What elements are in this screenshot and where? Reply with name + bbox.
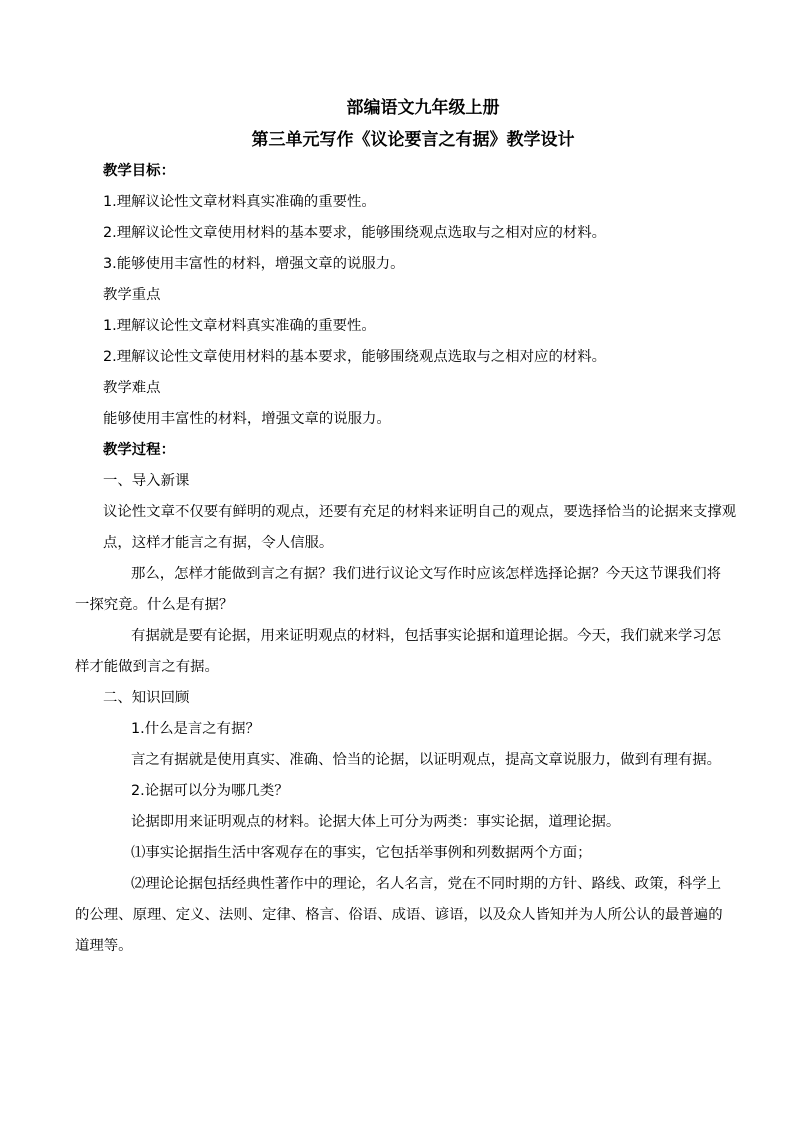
process-heading: 教学过程： [103,442,175,458]
answer-item: ⑵理论论据包括经典性著作中的理论，名人名言，党在不同时期的方针、路线、政策，科学上的公理、原理、定义、法则、定律、格言、俗语、成语、谚语，以及众人皆知并为人所公认的最普遍的道理等。 [75,876,723,954]
answer-item: ⑴事实论据指生活中客观存在的事实，它包括举事例和列数据两个方面； [131,845,592,861]
section-heading: 二、知识回顾 [103,690,190,706]
objectives-heading: 教学目标： [103,163,175,179]
question: 2.论据可以分为哪几类？ [131,783,289,799]
paragraph [75,621,723,683]
answer: 言之有据就是使用真实、准确、恰当的论据，以证明观点，提高文章说服力，做到有理有据。 [131,752,722,768]
paragraph-text: 有据就是要有论据，用来证明观点的材料，包括事实论据和道理论据。今天，我们就来学习怎样才能做到言之有据。 [75,628,722,675]
difficulty-text: 能够使用丰富性的材料，增强文章的说服力。 [103,411,391,427]
document-subtitle: 第三单元写作《议论要言之有据》教学设计 [251,130,575,150]
answer: 论据即用来证明观点的材料。论据大体上可分为两类：事实论据，道理论据。 [131,814,621,830]
objective-item: 2.理解议论性文章使用材料的基本要求，能够围绕观点选取与之相对应的材料。 [103,225,607,241]
paragraph-text: 那么，怎样才能做到言之有据？我们进行议论文写作时应该怎样选择论据？今天这节课我们将一探究竟。什么是有据？ [75,566,722,613]
document-title: 部编语文九年级上册 [346,98,500,118]
question: 1.什么是言之有据？ [131,721,260,737]
objective-item: 1.理解议论性文章材料真实准确的重要性。 [103,194,376,210]
paragraph-text: 议论性文章不仅要有鲜明的观点，还要有充足的材料来证明自己的观点，要选择恰当的论据来支撑观点，这样才能言之有据，令人信服。 [103,504,737,551]
key-point-item: 1.理解议论性文章材料真实准确的重要性。 [103,318,376,334]
objective-item: 3.能够使用丰富性的材料，增强文章的说服力。 [103,256,405,272]
paragraph [103,497,751,559]
document-page [75,92,737,962]
key-points-heading: 教学重点 [103,287,161,303]
difficulty-heading: 教学难点 [103,380,161,396]
section-heading: 一、导入新课 [103,473,190,489]
key-point-item: 2.理解议论性文章使用材料的基本要求，能够围绕观点选取与之相对应的材料。 [103,349,607,365]
paragraph [75,559,723,621]
